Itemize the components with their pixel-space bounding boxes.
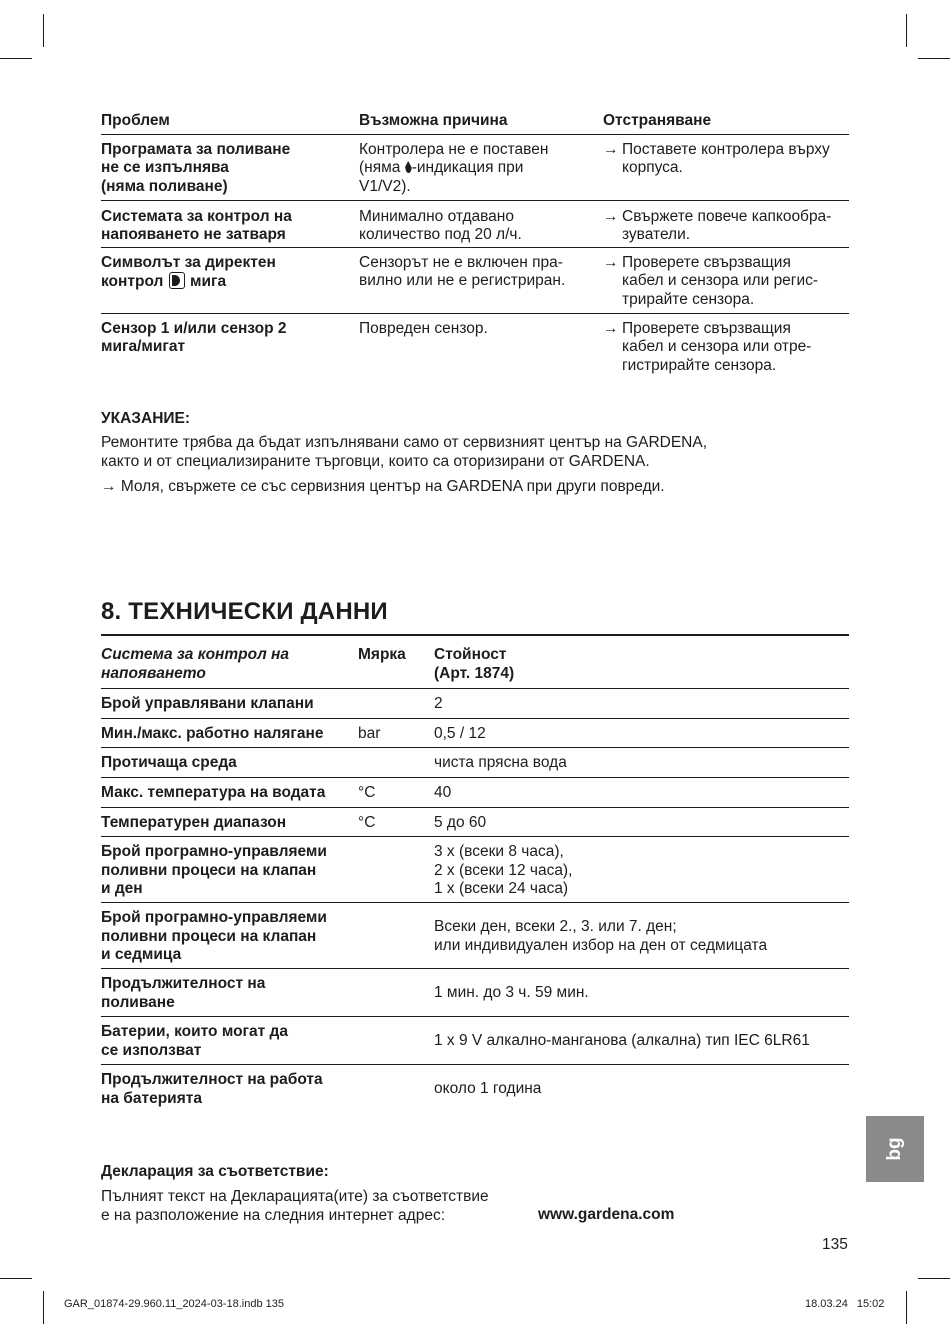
problem-text: контрол <box>101 273 168 290</box>
fix-cell <box>603 141 849 200</box>
header-cause: Възможна причина <box>359 112 508 129</box>
row-label: Брой управлявани клапани <box>101 695 314 712</box>
header-line: напояването <box>101 664 206 682</box>
arrow-right-icon: → <box>603 319 619 337</box>
fix-cell <box>603 320 849 380</box>
table-row <box>101 903 849 969</box>
arrow-right-icon: → <box>603 253 619 271</box>
fix-line: корпуса. <box>622 159 683 176</box>
print-date-time: 18.03.24 15:02 <box>805 1298 885 1310</box>
header-line: Стойност <box>434 646 507 663</box>
problem-cell <box>101 320 359 380</box>
fix-text <box>622 320 811 376</box>
row-value: 1 мин. до 3 ч. 59 мин. <box>434 984 589 1001</box>
note-text <box>101 434 861 471</box>
note-heading: УКАЗАНИЕ: <box>101 410 191 427</box>
arrow-right-icon: → <box>101 478 117 495</box>
row-value: около 1 година <box>434 1080 542 1097</box>
row-label <box>101 1071 358 1108</box>
language-code: bg <box>884 1137 905 1161</box>
fix-line: трирайте сензора. <box>622 290 755 308</box>
row-value: 5 до 60 <box>434 814 487 831</box>
label-line: поливни процеси на клапан <box>101 861 317 879</box>
cause-cell <box>359 141 603 200</box>
problem-line <box>101 272 359 292</box>
label-line: и ден <box>101 880 143 897</box>
crop-mark <box>0 58 32 59</box>
problem-line: не се изпълнява <box>101 159 229 176</box>
value-line: или индивидуален избор на ден от седмицата <box>434 936 768 954</box>
cause-line: вилно или не е регистриран. <box>359 272 566 289</box>
row-value <box>434 843 849 899</box>
header-fix: Отстраняване <box>603 112 712 129</box>
row-label: Протичаща среда <box>101 754 237 771</box>
problem-line: напояването не затваря <box>101 226 286 243</box>
table-row <box>101 969 849 1017</box>
cause-line: Сензорът не е включен пра- <box>359 253 563 271</box>
table-row <box>101 689 849 719</box>
note-line: Ремонтите трябва да бъдат изпълнявани само от сервизният център на GARDENA, <box>101 434 708 451</box>
header-line: (Арт. 1874) <box>434 664 515 682</box>
crop-mark <box>906 1291 907 1324</box>
table-row <box>101 778 849 808</box>
label-line: и седмица <box>101 946 182 963</box>
fix-line: кабел и сензора или регис- <box>622 272 819 289</box>
crop-mark <box>0 1278 32 1279</box>
label-line: на батерията <box>101 1089 202 1107</box>
problem-line: Програмата за поливане <box>101 140 291 158</box>
fix-line: зуватели. <box>622 226 691 243</box>
label-line: Продължителност на <box>101 975 266 992</box>
value-line: 1 x (всеки 24 часа) <box>434 880 569 897</box>
row-value: 40 <box>434 784 452 801</box>
fix-line: Проверете свързващия <box>622 319 791 337</box>
table-header <box>101 646 849 689</box>
row-label: Температурен диапазон <box>101 814 287 831</box>
header-system <box>101 646 358 683</box>
problem-line: (няма поливане) <box>101 177 228 195</box>
cause-line: Повреден сензор. <box>359 319 488 337</box>
row-value: 0,5 / 12 <box>434 725 486 742</box>
row-label <box>101 843 358 899</box>
row-unit: °C <box>358 814 376 831</box>
note-line: както и от специализираните търговци, които са оторизирани от GARDENA. <box>101 452 650 470</box>
label-line: Брой програмно-управляеми <box>101 909 327 926</box>
table-row <box>101 808 849 837</box>
note-action <box>101 478 665 496</box>
water-drop-icon <box>405 161 412 173</box>
table-row <box>101 135 849 201</box>
row-label <box>101 909 358 965</box>
row-value <box>434 909 849 955</box>
technical-data-table <box>101 646 849 1112</box>
row-unit: °C <box>358 784 376 801</box>
troubleshooting-table <box>101 112 849 380</box>
value-line: 3 x (всеки 8 часа), <box>434 843 564 860</box>
crop-mark <box>918 58 950 59</box>
table-header <box>101 112 849 135</box>
header-problem: Проблем <box>101 112 170 129</box>
table-row <box>101 314 849 380</box>
section-title: 8. ТЕХНИЧЕСКИ ДАННИ <box>101 598 388 625</box>
row-label <box>101 1023 358 1060</box>
language-tab <box>866 1116 924 1182</box>
cause-cell <box>359 208 603 247</box>
row-unit: bar <box>358 725 381 742</box>
declaration-line: е на разположение на следния интернет адрес: <box>101 1206 445 1224</box>
fix-line: кабел и сензора или отре- <box>622 338 812 355</box>
fix-text <box>622 141 830 178</box>
cause-text: -индикация при <box>411 159 524 176</box>
crop-mark <box>43 14 44 47</box>
table-row <box>101 837 849 903</box>
crop-mark <box>918 1278 950 1279</box>
label-line: Продължителност на работа <box>101 1071 323 1088</box>
fix-line: Проверете свързващия <box>622 253 791 271</box>
table-row <box>101 1065 849 1112</box>
problem-cell <box>101 141 359 200</box>
cause-line: Контролера не е поставен <box>359 140 549 158</box>
cause-line: Минимално отдавано <box>359 207 514 225</box>
row-value: 1 x 9 V алкално-манганова (алкална) тип IEC 6LR61 <box>434 1032 810 1049</box>
table-row <box>101 719 849 748</box>
row-label: Мин./макс. работно налягане <box>101 725 324 742</box>
problem-cell <box>101 254 359 313</box>
table-row <box>101 248 849 314</box>
cause-text: (няма <box>359 159 405 176</box>
note-action-text: Моля, свържете се със сервизния център на GARDENA при други повреди. <box>120 478 665 495</box>
cause-line: V1/V2). <box>359 177 411 195</box>
problem-text: мига <box>185 273 227 290</box>
problem-line: Сензор 1 и/или сензор 2 <box>101 319 287 337</box>
row-value: чиста прясна вода <box>434 754 567 771</box>
table-row <box>101 1017 849 1065</box>
declaration-heading: Декларация за съответствие: <box>101 1163 329 1180</box>
fix-item <box>603 141 849 178</box>
cause-line: количество под 20 л/ч. <box>359 226 522 243</box>
cause-line <box>359 159 603 178</box>
header-line: Система за контрол на <box>101 646 290 663</box>
crop-mark <box>43 1291 44 1324</box>
direct-control-icon <box>169 272 185 289</box>
fix-item <box>603 254 849 310</box>
declaration-text <box>101 1188 541 1225</box>
header-unit: Мярка <box>358 646 406 663</box>
row-label: Макс. температура на водата <box>101 784 326 801</box>
label-line: поливни процеси на клапан <box>101 927 317 945</box>
fix-cell <box>603 208 849 247</box>
page-number: 135 <box>822 1236 848 1253</box>
fix-text <box>622 208 831 245</box>
fix-cell <box>603 254 849 313</box>
problem-line: мига/мигат <box>101 338 186 355</box>
declaration-line: Пълният текст на Декларацията(ите) за съответствие <box>101 1188 489 1205</box>
fix-text <box>622 254 818 310</box>
fix-item <box>603 320 849 376</box>
declaration-url[interactable]: www.gardena.com <box>538 1206 675 1223</box>
row-label <box>101 975 358 1012</box>
label-line: се използват <box>101 1041 202 1059</box>
cause-cell <box>359 320 603 380</box>
problem-cell <box>101 208 359 247</box>
crop-mark <box>906 14 907 47</box>
fix-item <box>603 208 849 245</box>
fix-line: Свържете повече капкообра- <box>622 207 832 225</box>
arrow-right-icon: → <box>603 207 619 225</box>
table-row <box>101 748 849 778</box>
value-line: Всеки ден, всеки 2., 3. или 7. ден; <box>434 918 677 935</box>
value-line: 2 x (всеки 12 часа), <box>434 861 573 879</box>
print-file-info: GAR_01874-29.960.11_2024-03-18.indb 135 <box>64 1298 284 1310</box>
arrow-right-icon: → <box>603 140 619 158</box>
cause-cell <box>359 254 603 313</box>
section-rule <box>101 634 849 636</box>
label-line: Брой програмно-управляеми <box>101 843 327 860</box>
header-value <box>434 646 849 683</box>
fix-line: гистрирайте сензора. <box>622 356 777 374</box>
fix-line: Поставете контролера върху <box>622 140 830 158</box>
table-row <box>101 201 849 248</box>
problem-line: Системата за контрол на <box>101 207 292 225</box>
label-line: поливане <box>101 993 175 1011</box>
label-line: Батерии, които могат да <box>101 1023 288 1040</box>
row-value: 2 <box>434 695 443 712</box>
problem-line: Символът за директен <box>101 253 276 271</box>
